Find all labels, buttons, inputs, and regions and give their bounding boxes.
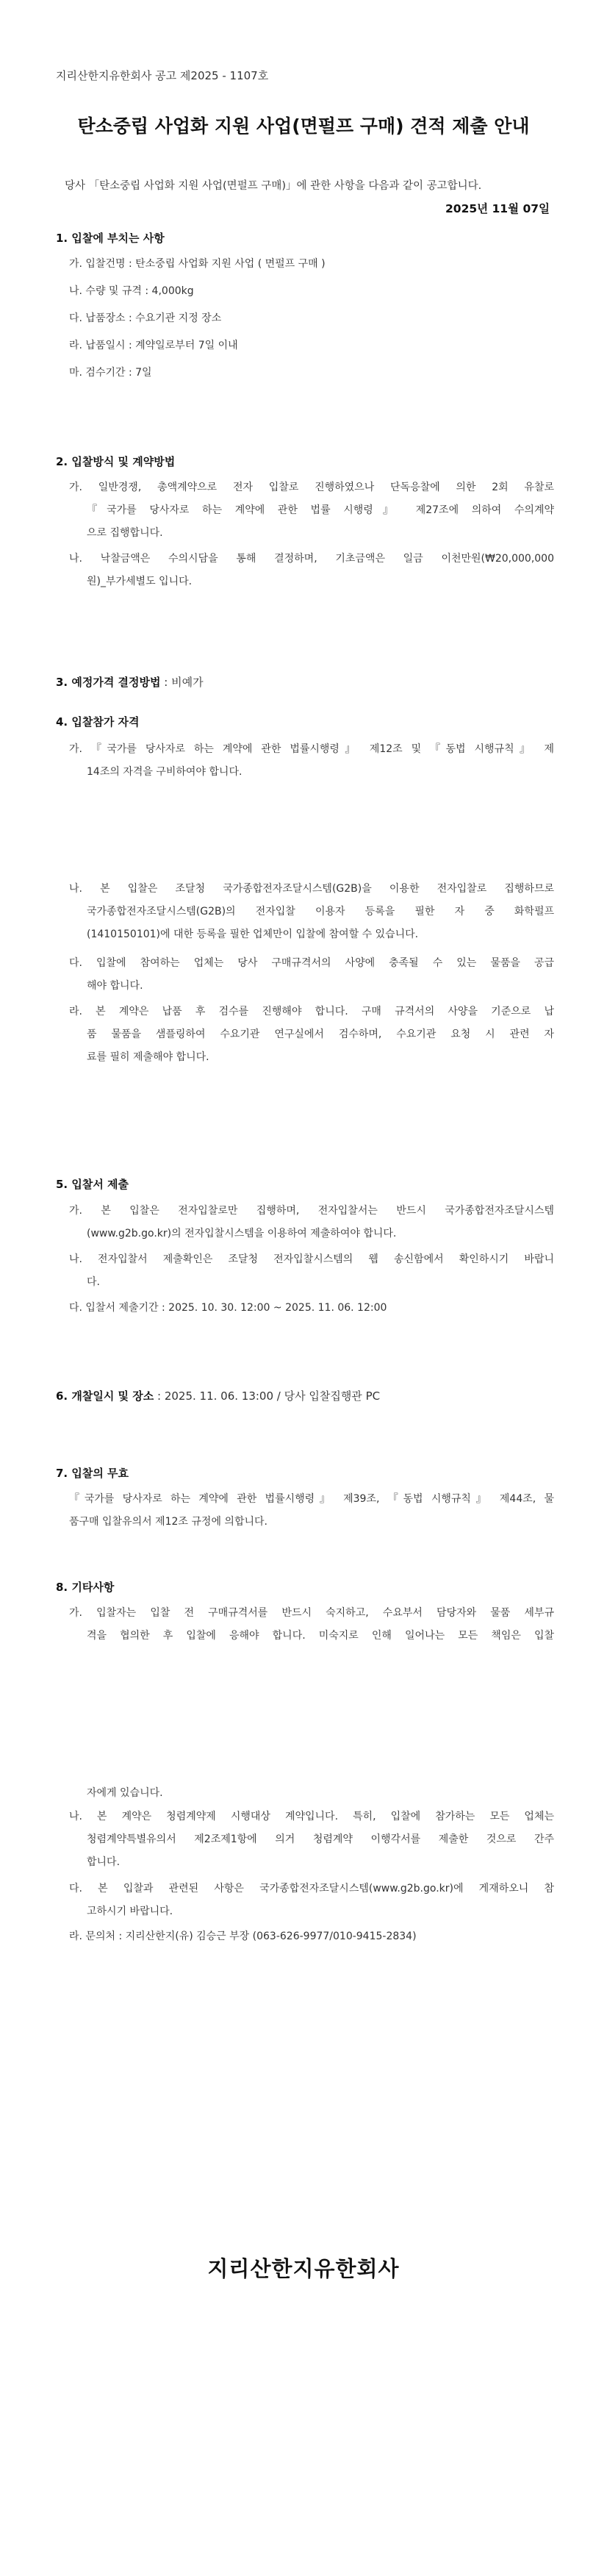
- notice-number: 지리산한지유한회사 공고 제2025 - 1107호: [56, 69, 269, 82]
- section-8-na-line: 청렴계약특별유의서 제2조제1항에 의거 청렴계약 이행각서를 제출한 것으로 간주: [87, 1833, 554, 1845]
- section-8-na-line: 나. 본 계약은 청렴계약제 시행대상 계약입니다. 특히, 입찰에 참가하는 모든 업체는: [69, 1811, 554, 1822]
- section-5-na-line: 나. 전자입찰서 제출확인은 조달청 전자입찰시스템의 웹 송신함에서 확인하시기 바랍니: [69, 1253, 554, 1265]
- section-8-ga-line: 가. 입찰자는 입찰 전 구매규격서를 반드시 숙지하고, 수요부서 담당자와 물품 세부규: [69, 1607, 554, 1619]
- section-4-ga-line: 가. 『국가를 당사자로 하는 계약에 관한 법률시행령』 제12조 및 『동법 시행규칙』 제: [69, 743, 554, 755]
- section-4-heading: 4. 입찰참가 자격: [56, 715, 140, 729]
- section-8-ga-line: 자에게 있습니다.: [87, 1787, 163, 1799]
- section-5-ga-line: 가. 본 입찰은 전자입찰로만 집행하며, 전자입찰서는 반드시 국가종합전자조달시스템: [69, 1205, 554, 1217]
- section-5-ga-line: (www.g2b.go.kr)의 전자입찰시스템을 이용하여 제출하여야 합니다.: [87, 1228, 397, 1239]
- section-2-na-line: 원)_부가세별도 입니다.: [87, 576, 193, 587]
- section-7-heading: 7. 입찰의 무효: [56, 1467, 129, 1480]
- section-6-heading: [56, 1388, 380, 1403]
- section-2-ga-line: 으로 집행합니다.: [87, 527, 163, 539]
- section-2-ga-line: 가. 일반경쟁, 총액계약으로 전자 입찰로 진행하였으나 단독응찰에 의한 2회 유찰로: [69, 482, 554, 493]
- section-1-item: 나. 수량 및 규격 : 4,000kg: [69, 285, 194, 297]
- intro-text: 당사 「탄소중립 사업화 지원 사업(면펄프 구매)」에 관한 사항을 다음과 같이 공고합니다.: [65, 180, 482, 192]
- section-6-value: : 2025. 11. 06. 13:00 / 당사 입찰집행관 PC: [154, 1389, 381, 1403]
- section-1-heading: 1. 입찰에 부치는 사항: [56, 232, 165, 245]
- section-4-na-line: 국가종합전자조달시스템(G2B)의 전자입찰 이용자 등록을 필한 자 중 화학펄프: [87, 906, 554, 917]
- section-2-heading: 2. 입찰방식 및 계약방법: [56, 455, 176, 468]
- section-1-item: 가. 입찰건명 : 탄소중립 사업화 지원 사업 ( 면펄프 구매 ): [69, 258, 326, 270]
- section-8-ga-line: 격을 협의한 후 입찰에 응해야 합니다. 미숙지로 인해 일어나는 모든 책임은 입찰: [87, 1630, 554, 1642]
- section-4-ra-line: 품 물품을 샘플링하여 수요기관 연구실에서 검수하며, 수요기관 요청 시 관련 자: [87, 1028, 554, 1040]
- section-4-ga-line: 14조의 자격을 구비하여야 합니다.: [87, 766, 243, 778]
- section-4-na-line: (1410150101)에 대한 등록을 필한 업체만이 입찰에 참여할 수 있습니다.: [87, 929, 419, 940]
- document-title: 탄소중립 사업화 지원 사업(면펄프 구매) 견적 제출 안내: [77, 115, 530, 137]
- section-2-ga-line: 『국가를 당사자로 하는 계약에 관한 법률 시행령』 제27조에 의하여 수의계약: [87, 504, 554, 516]
- section-3-label: 3. 예정가격 결정방법: [56, 676, 161, 689]
- section-8-ra-line: 라. 문의처 : 지리산한지(유) 김승근 부장 (063-626-9977/010-9415-2834): [69, 1931, 417, 1942]
- section-2-na-line: 나. 낙찰금액은 수의시담을 통해 결정하며, 기초금액은 일금 이천만원(₩20,000,000: [69, 553, 554, 565]
- section-3-value: : 비예가: [160, 676, 204, 689]
- section-8-na-line: 합니다.: [87, 1856, 121, 1868]
- section-7-line: 『국가를 당사자로 하는 계약에 관한 법률시행령』 제39조, 『동법 시행규칙』 제44조, 물: [69, 1493, 554, 1505]
- section-7-line: 품구매 입찰유의서 제12조 규정에 의합니다.: [69, 1516, 267, 1528]
- section-4-da-line: 다. 입찰에 참여하는 업체는 당사 구매규격서의 사양에 충족될 수 있는 물품을 공급: [69, 957, 554, 969]
- section-4-na-line: 나. 본 입찰은 조달청 국가종합전자조달시스템(G2B)을 이용한 전자입찰로 집행하므로: [69, 883, 554, 895]
- section-1-item: 마. 검수기간 : 7일: [69, 367, 152, 379]
- section-4-ra-line: 료를 필히 제출해야 합니다.: [87, 1051, 209, 1063]
- section-5-heading: 5. 입찰서 제출: [56, 1178, 129, 1191]
- section-8-heading: 8. 기타사항: [56, 1581, 115, 1594]
- section-3-heading: [56, 674, 204, 690]
- section-8-da-line: 고하시기 바랍니다.: [87, 1906, 173, 1917]
- section-4-da-line: 해야 합니다.: [87, 980, 143, 992]
- section-6-label: 6. 개찰일시 및 장소: [56, 1389, 154, 1403]
- company-signature: 지리산한지유한회사: [207, 2256, 400, 2281]
- section-8-da-line: 다. 본 입찰과 관련된 사항은 국가종합전자조달시스템(www.g2b.go.kr)에 게재하오니 참: [69, 1883, 554, 1895]
- notice-date: 2025년 11월 07일: [445, 202, 550, 215]
- section-1-item: 라. 납품일시 : 계약일로부터 7일 이내: [69, 340, 238, 351]
- section-5-da-line: 다. 입찰서 제출기간 : 2025. 10. 30. 12:00 ~ 2025. 11. 06. 12:00: [69, 1302, 387, 1314]
- section-1-item: 다. 납품장소 : 수요기관 지정 장소: [69, 312, 222, 324]
- section-5-na-line: 다.: [87, 1276, 100, 1288]
- section-4-ra-line: 라. 본 계약은 납품 후 검수를 진행해야 합니다. 구매 규격서의 사양을 기준으로 납: [69, 1006, 554, 1017]
